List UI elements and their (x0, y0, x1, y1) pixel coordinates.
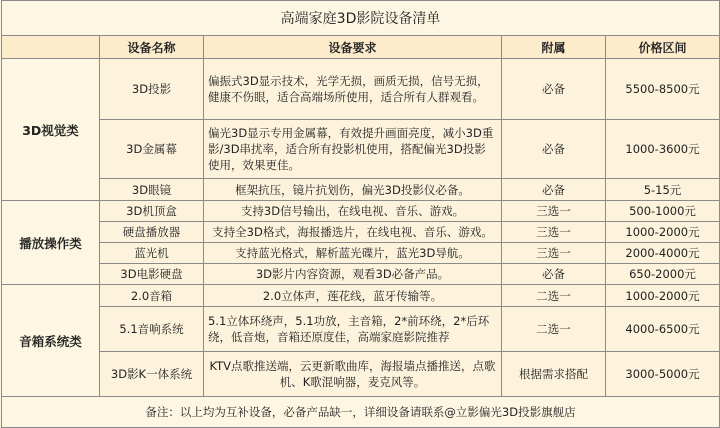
header-price-range: 价格区间 (606, 36, 720, 59)
device-name: 3D投影 (100, 59, 204, 120)
device-price: 3000-5000元 (606, 352, 720, 397)
device-attachment: 三选一 (502, 243, 606, 264)
device-requirement: 支持3D信号输出，在线电视、音乐、游戏。 (204, 201, 502, 222)
device-price: 5500-8500元 (606, 59, 720, 120)
device-price: 500-1000元 (606, 201, 720, 222)
header-requirements: 设备要求 (204, 36, 502, 59)
device-attachment: 根据需求搭配 (502, 352, 606, 397)
device-requirement: 框架抗压，镜片抗划伤，偏光3D投影仪必备。 (204, 179, 502, 201)
sheet-title: 高端家庭3D影院设备清单 (2, 1, 720, 36)
device-name: 3D金属幕 (100, 120, 204, 179)
category-audio: 音箱系统类 (2, 285, 100, 397)
device-requirement: KTV点歌推送端，云更新歌曲库，海报墙点播推送，点歌机、K歌混响器，麦克风等。 (204, 352, 502, 397)
device-price: 5-15元 (606, 179, 720, 201)
device-requirement: 5.1立体环绕声，5.1功放，主音箱，2*前环绕，2*后环绕，低音炮，音箱还原度佳，高端家庭影院推荐 (204, 307, 502, 352)
table-row (2, 120, 720, 179)
device-price: 650-2000元 (606, 264, 720, 285)
header-attachment: 附属 (502, 36, 606, 59)
table-row (2, 243, 720, 264)
header-row (2, 36, 720, 59)
table-row (2, 352, 720, 397)
device-name: 3D电影硬盘 (100, 264, 204, 285)
device-price: 4000-6500元 (606, 307, 720, 352)
device-price: 2000-4000元 (606, 243, 720, 264)
device-name: 3D眼镜 (100, 179, 204, 201)
device-name: 蓝光机 (100, 243, 204, 264)
device-name: 2.0音箱 (100, 285, 204, 307)
device-requirement: 偏光3D显示专用金属幕，有效提升画面亮度，减小3D重影/3D串扰率，适合所有投影机使用，搭配偏光3D投影使用，效果更佳。 (204, 120, 502, 179)
device-requirement: 支持蓝光格式，解析蓝光碟片，蓝光3D导航。 (204, 243, 502, 264)
table-row (2, 59, 720, 120)
category-playback: 播放操作类 (2, 201, 100, 285)
table-row (2, 222, 720, 243)
device-requirement: 偏振式3D显示技术，光学无损，画质无损，信号无损，健康不伤眼，适合高端场所使用，适合所有人群观看。 (204, 59, 502, 120)
table-row (2, 201, 720, 222)
device-price: 1000-3600元 (606, 120, 720, 179)
category-visual: 3D视觉类 (2, 59, 100, 201)
device-attachment: 必备 (502, 179, 606, 201)
note-row (2, 397, 720, 428)
table-row (2, 179, 720, 201)
table-row (2, 307, 720, 352)
equipment-table (1, 0, 720, 428)
device-requirement: 支持全3D格式，海报播选片，在线电视、音乐、游戏。 (204, 222, 502, 243)
device-attachment: 三选一 (502, 222, 606, 243)
device-attachment: 必备 (502, 59, 606, 120)
device-attachment: 三选一 (502, 201, 606, 222)
device-name: 硬盘播放器 (100, 222, 204, 243)
device-name: 3D机顶盒 (100, 201, 204, 222)
table-row (2, 264, 720, 285)
device-name: 3D影K一体系统 (100, 352, 204, 397)
header-device-name: 设备名称 (100, 36, 204, 59)
device-requirement: 3D影片内容资源，观看3D必备产品。 (204, 264, 502, 285)
footer-note: 备注：以上均为互补设备，必备产品缺一，详细设备请联系@立影偏光3D投影旗舰店 (2, 397, 720, 428)
device-price: 1000-2000元 (606, 285, 720, 307)
table-row (2, 285, 720, 307)
header-category (2, 36, 100, 59)
device-attachment: 二选一 (502, 307, 606, 352)
title-row (2, 1, 720, 36)
device-price: 1000-2000元 (606, 222, 720, 243)
device-attachment: 二选一 (502, 285, 606, 307)
device-requirement: 2.0立体声，莲花线，蓝牙传输等。 (204, 285, 502, 307)
device-attachment: 必备 (502, 264, 606, 285)
device-attachment: 必备 (502, 120, 606, 179)
device-name: 5.1音响系统 (100, 307, 204, 352)
